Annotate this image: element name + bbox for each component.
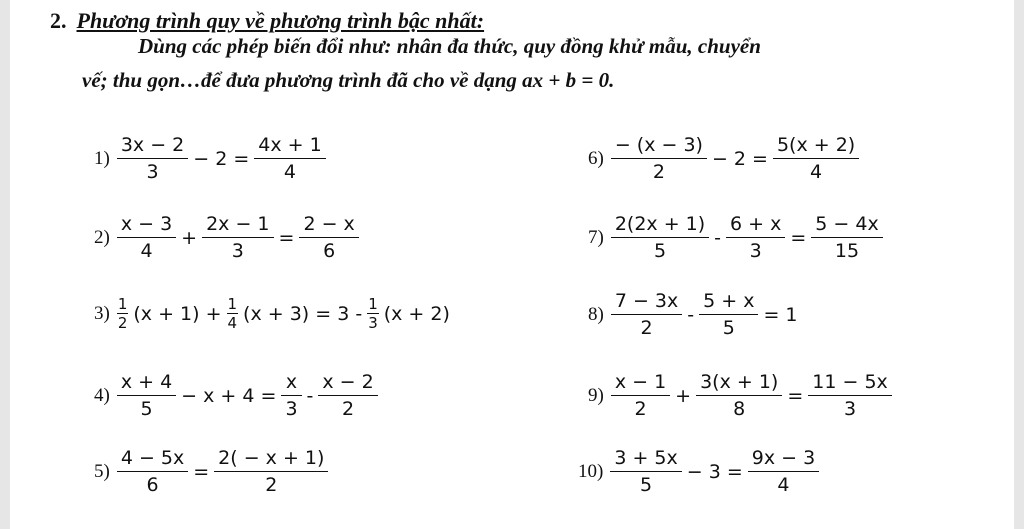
denominator: 6 [146, 474, 159, 496]
fraction [214, 445, 328, 498]
equation-4 [94, 369, 381, 422]
equation-term: - [687, 303, 695, 326]
section-title: Phương trình quy về phương trình bậc nhất: [76, 8, 485, 33]
denominator: 15 [834, 240, 860, 262]
equation-number: 9) [588, 384, 604, 406]
numerator: 3(x + 1) [700, 371, 779, 393]
equation-term: (x + 1) + [133, 302, 222, 325]
section-number: 2. [50, 8, 67, 33]
numerator: 2 − x [303, 213, 355, 235]
equation-term: - [306, 384, 314, 407]
equation-number: 5) [94, 460, 110, 482]
equation-term: − 3 = [686, 460, 743, 483]
equation-3 [94, 295, 452, 332]
equation-1 [94, 132, 329, 185]
numerator: 5 − 4x [815, 213, 879, 235]
fraction [117, 369, 176, 422]
denominator: 3 [231, 240, 244, 262]
fraction [611, 288, 682, 341]
equation-10 [578, 445, 822, 498]
numerator: 4x + 1 [258, 134, 322, 156]
fraction [611, 369, 670, 422]
equation-term: (x + 3) = 3 - [243, 302, 363, 325]
equation-number: 1) [94, 147, 110, 169]
equation-7 [588, 211, 886, 264]
numerator: 5 + x [703, 290, 755, 312]
denominator: 5 [653, 240, 667, 262]
numerator: 3x − 2 [120, 134, 185, 156]
fraction [773, 132, 859, 185]
fraction [611, 211, 709, 264]
equation-term: + [181, 226, 198, 249]
fraction [748, 445, 819, 498]
numerator: 5(x + 2) [776, 134, 856, 156]
fraction [811, 211, 882, 264]
numerator: 11 − 5x [812, 371, 888, 393]
numerator: − (x − 3) [614, 134, 703, 156]
denominator: 8 [733, 398, 746, 420]
equation-number: 8) [588, 303, 604, 325]
numerator: x − 3 [120, 213, 173, 235]
numerator: x [285, 371, 298, 393]
numerator: 7 − 3x [614, 290, 679, 312]
denominator: 5 [639, 474, 653, 496]
equation-number: 3) [94, 302, 110, 324]
equation-number: 4) [94, 384, 110, 406]
denominator: 5 [140, 398, 153, 420]
numerator: x − 2 [322, 371, 374, 393]
numerator: 6 + x [730, 213, 782, 235]
fraction [254, 132, 325, 185]
denominator: 3 [285, 398, 298, 420]
numerator: 2( − x + 1) [218, 447, 325, 469]
denominator: 2 [640, 317, 653, 339]
denominator: 3 [843, 398, 857, 420]
fraction [367, 295, 379, 332]
denominator: 2 [342, 398, 355, 420]
denominator: 2 [634, 398, 647, 420]
equation-term: = 1 [763, 303, 798, 326]
worksheet-page [10, 0, 1014, 529]
equation-8 [588, 288, 800, 341]
denominator: 3 [749, 240, 762, 262]
equation-number: 2) [94, 226, 110, 248]
equation-number: 7) [588, 226, 604, 248]
equation-term: − x + 4 = [181, 384, 277, 407]
intro-line-1: Dùng các phép biến đổi như: nhân đa thức, quy đồng khử mẫu, chuyển [138, 34, 761, 58]
denominator: 4 [810, 161, 823, 183]
equation-5 [94, 445, 331, 498]
denominator: 6 [323, 240, 336, 262]
fraction [202, 211, 273, 264]
denominator: 4 [140, 240, 153, 262]
equation-term: = [193, 460, 210, 483]
denominator: 3 [368, 314, 378, 332]
equation-term: = [790, 226, 807, 249]
equation-term: - [714, 226, 722, 249]
equation-term: = [787, 384, 804, 407]
fraction [318, 369, 377, 422]
intro-line-2: vế; thu gọn…để đưa phương trình đã cho về dạng ax + b = 0. [82, 68, 615, 92]
numerator: 1 [117, 295, 128, 313]
numerator: 4 − 5x [120, 447, 185, 469]
numerator: 2(2x + 1) [614, 213, 706, 235]
equation-term: − 2 = [193, 147, 250, 170]
fraction [117, 445, 188, 498]
denominator: 2 [652, 161, 665, 183]
denominator: 4 [227, 314, 238, 332]
numerator: 2x − 1 [206, 213, 270, 235]
denominator: 4 [283, 161, 297, 183]
fraction [611, 132, 707, 185]
denominator: 3 [146, 161, 159, 183]
denominator: 2 [117, 314, 128, 332]
fraction [117, 295, 129, 332]
fraction [281, 369, 301, 422]
section-heading [50, 8, 484, 34]
fraction [699, 288, 758, 341]
fraction [696, 369, 782, 422]
numerator: 1 [227, 295, 238, 313]
equation-2 [94, 211, 362, 264]
numerator: x + 4 [120, 371, 173, 393]
fraction [117, 132, 188, 185]
equation-term: − 2 = [711, 147, 768, 170]
numerator: 9x − 3 [751, 447, 816, 469]
equation-term: + [675, 384, 692, 407]
fraction [808, 369, 892, 422]
equation-number: 6) [588, 147, 604, 169]
denominator: 5 [722, 317, 735, 339]
equation-number: 10) [578, 460, 604, 482]
denominator: 2 [265, 474, 278, 496]
numerator: x − 1 [614, 371, 667, 393]
equation-term: (x + 2) [383, 302, 450, 325]
fraction [227, 295, 239, 332]
equation-6 [588, 132, 862, 185]
numerator: 1 [368, 295, 378, 313]
equation-term: = [278, 226, 295, 249]
fraction [726, 211, 785, 264]
numerator: 3 + 5x [614, 447, 678, 469]
equation-9 [588, 369, 895, 422]
fraction [610, 445, 681, 498]
denominator: 4 [777, 474, 790, 496]
fraction [299, 211, 358, 264]
fraction [117, 211, 176, 264]
